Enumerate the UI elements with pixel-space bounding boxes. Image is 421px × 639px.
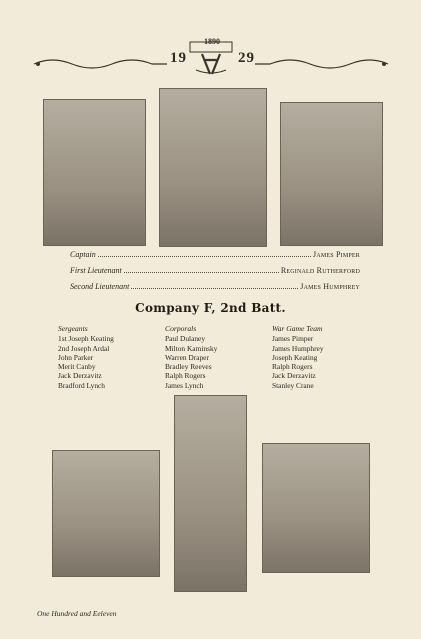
roster-member: Joseph Keating [272, 352, 318, 362]
roster-member: James Pimper [272, 334, 314, 344]
year-right: 29 [238, 50, 255, 66]
officer-name: James Pimper [313, 250, 360, 259]
roster-member: Bradley Reeves [165, 362, 212, 372]
officer-row [70, 266, 360, 282]
founded-year: 1890 [204, 37, 220, 46]
officers-list [70, 250, 360, 298]
roster-member: Stanley Crane [272, 380, 314, 390]
roster-heading: Sergeants [58, 324, 88, 333]
leader-dots [131, 288, 298, 289]
corporals-roster [165, 324, 217, 390]
roster-member: John Parker [58, 352, 94, 362]
roster-member: Ralph Rogers [165, 371, 206, 381]
roster-member: James Humphrey [272, 343, 324, 353]
officer-rank: Second Lieutenant [70, 282, 130, 291]
roster-member: Ralph Rogers [272, 362, 313, 372]
officer-row [70, 282, 360, 298]
page-number: One Hundred and Eeleven [37, 609, 117, 618]
roster-member: Bradford Lynch [58, 380, 105, 390]
roster-member: James Lynch [165, 380, 204, 390]
roster-member: Milton Kaminsky [165, 343, 218, 353]
roster-member: Warren Draper [165, 352, 209, 362]
letter-sweater-photo [174, 395, 247, 592]
header-ornament [32, 36, 390, 76]
roster-member: 2nd Joseph Ardal [58, 343, 110, 353]
pyramid-photo [262, 443, 370, 573]
war-game-team-roster [272, 324, 324, 390]
roster-member: Paul Dulaney [165, 334, 206, 344]
roster-member: Merit Canby [58, 362, 96, 372]
leader-dots [98, 256, 311, 257]
company-title: Company F, 2nd Batt. [135, 301, 286, 315]
officer-rank: Captain [70, 250, 96, 259]
wrestling-photo [52, 450, 160, 577]
officer-rank: First Lieutenant [70, 266, 122, 275]
year-left: 19 [170, 50, 187, 66]
roster-member: Jack Derzavitz [58, 371, 102, 381]
officer-name: Reginald Rutherford [280, 266, 360, 275]
leader-dots [124, 272, 279, 273]
first-lieutenant-photo [159, 88, 267, 247]
officer-row [70, 250, 360, 266]
roster-member: 1st Joseph Keating [58, 334, 114, 344]
roster-member: Jack Derzavitz [272, 371, 316, 381]
roster-heading: War Game Team [272, 324, 323, 333]
captain-photo [43, 99, 146, 246]
roster-heading: Corporals [165, 324, 197, 333]
officer-name: James Humphrey [300, 282, 360, 291]
second-lieutenant-photo [280, 102, 383, 246]
sergeants-roster [58, 324, 114, 390]
